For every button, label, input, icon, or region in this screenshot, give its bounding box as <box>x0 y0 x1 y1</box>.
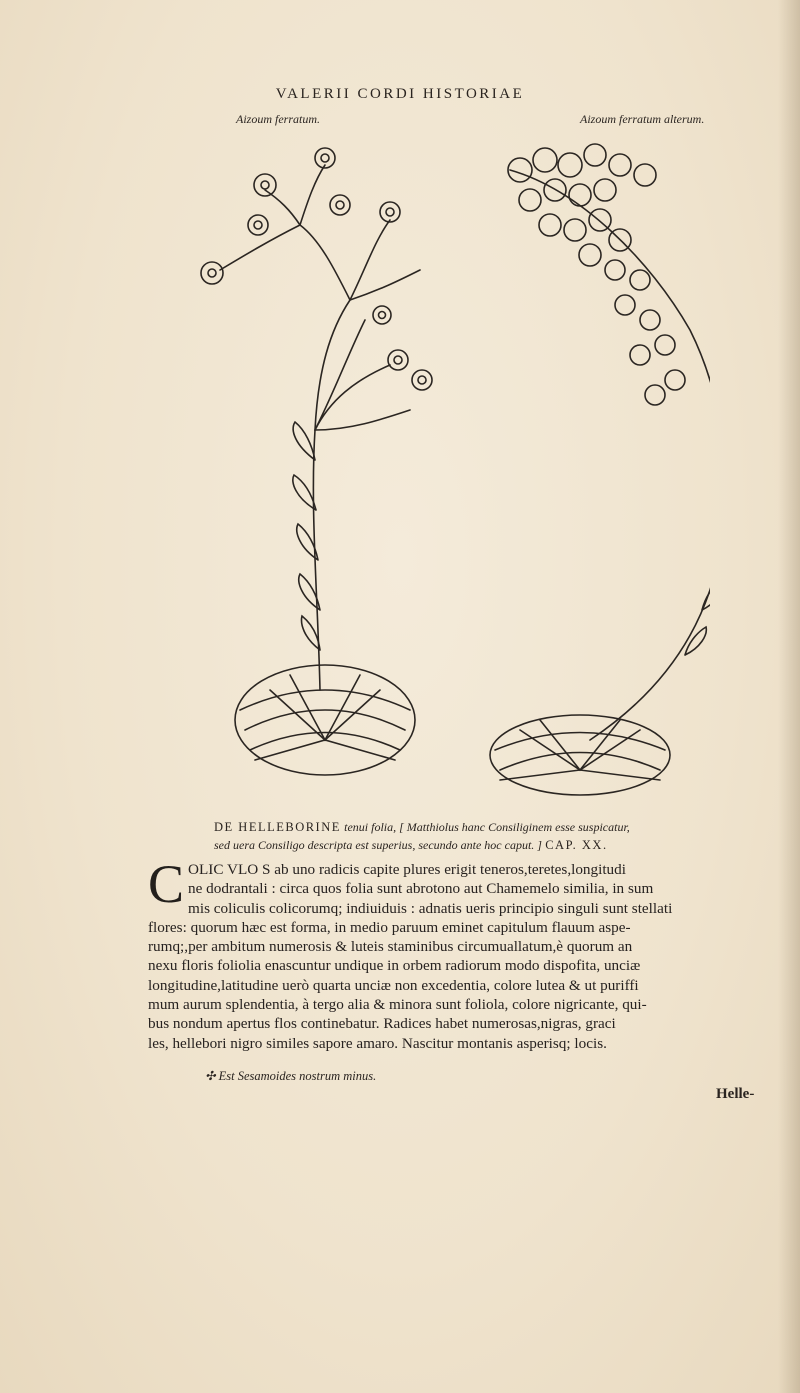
flower-cluster-mark <box>508 144 685 405</box>
rosette-mark <box>490 715 670 795</box>
body-line: bus nondum apertus flos continebatur. Radices habet numerosas,nigras, graci <box>148 1015 616 1033</box>
woodcut-plant-left <box>201 148 432 775</box>
body-line: flores: quorum hæc est forma, in medio paruum eminet capitulum flauum aspe- <box>148 918 631 936</box>
note-mark-icon: ✣ <box>205 1069 216 1083</box>
body-line: rumq;,per ambitum numerosis & luteis staminibus circumuallatum,è quorum an <box>148 938 633 956</box>
body-line: OLIC VLO S ab uno radicis capite plures erigit teneros,teretes,longitudi <box>188 861 626 878</box>
heading-title: DE HELLEBORINE <box>214 820 341 834</box>
body-line: nexu floris foliolia enascuntur undique in orbem radiorum modo dispofita, unciæ <box>148 957 641 975</box>
woodcut-plant-right <box>490 144 710 795</box>
caption-right: Aizoum ferratum alterum. <box>580 112 705 126</box>
marginal-note <box>205 1068 376 1084</box>
body-line: mum aurum splendentia, à tergo alia & minora sunt foliola, colore nigricante, qui- <box>148 996 647 1014</box>
catchword: Helle- <box>716 1086 755 1102</box>
marginal-note-text: Est Sesamoides nostrum minus. <box>218 1069 377 1083</box>
page-edge-shadow <box>778 0 800 1393</box>
drop-cap: C <box>148 854 185 914</box>
woodcut-illustrations <box>150 130 710 810</box>
body-line: ne dodrantali : circa quos folia sunt abrotono aut Chamemelo similia, in sum <box>188 880 654 898</box>
running-head: VALERII CORDI HISTORIAE <box>275 86 525 102</box>
heading-note-2: sed uera Consiligo descripta est superius, secundo ante hoc caput. ] <box>214 838 542 852</box>
body-line: les, hellebori nigro similes sapore amaro. Nascitur montanis asperisq; locis. <box>148 1034 607 1052</box>
body-line: longitudine,latitudine uerò quarta unciæ non excedentia, colore lutea & ut puriffi <box>148 976 639 994</box>
heading-note-1: tenui folia, [ Matthiolus hanc Consiliginem esse suspicatur, <box>344 820 630 834</box>
caption-left: Aizoum ferratum. <box>236 112 320 126</box>
flower-mark <box>201 148 432 390</box>
rosette-mark <box>235 665 415 775</box>
chapter-heading <box>214 818 774 854</box>
chapter-number: CAP. XX. <box>545 838 608 852</box>
body-text <box>148 854 798 1053</box>
body-line: mis coliculis colicorumq; indiuiduis : adnatis ueris principio singuli sunt stellati <box>188 899 673 917</box>
